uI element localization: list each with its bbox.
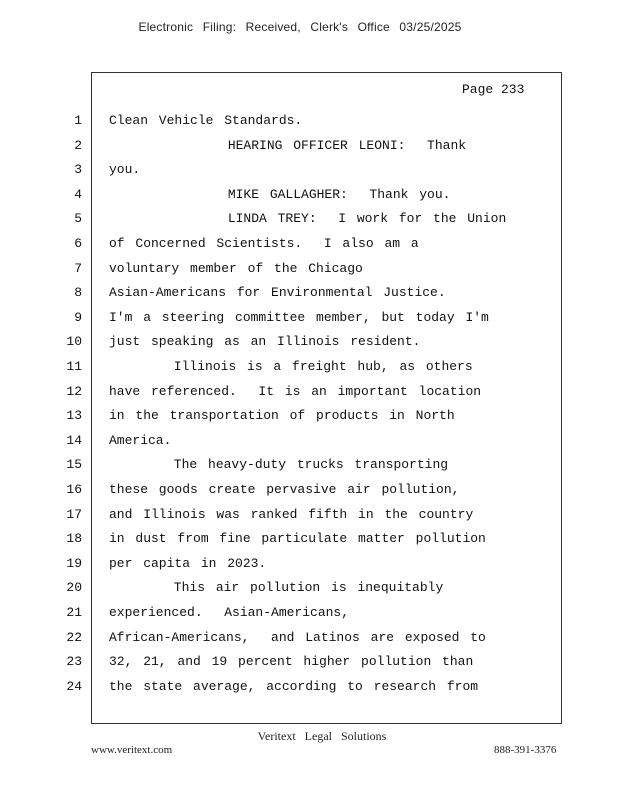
line-text: Clean Vehicle Standards.: [109, 113, 303, 128]
line-number: 16: [66, 482, 82, 497]
transcript-line: [0, 482, 562, 506]
line-text: voluntary member of the Chicago: [109, 260, 363, 276]
line-text: LINDA TREY: I work for the Union: [109, 211, 507, 227]
transcript-line: [0, 531, 562, 555]
line-text: experienced. Asian-Americans,: [109, 605, 350, 620]
line-number: 23: [66, 654, 82, 670]
line-text: in dust from fine particulate matter pollution: [109, 531, 486, 547]
line-text: just speaking as an Illinois resident.: [109, 334, 421, 350]
transcript-line: [0, 408, 562, 432]
transcript-line: [0, 384, 562, 408]
transcript-line: [0, 433, 562, 457]
line-text: The heavy-duty trucks transporting: [109, 457, 449, 473]
line-number: 7: [74, 260, 82, 276]
line-number: 1: [74, 113, 82, 128]
transcript-line: [0, 138, 562, 162]
line-number: 12: [66, 383, 82, 399]
line-number: 9: [74, 309, 82, 325]
line-text: African-Americans, and Latinos are exposed to: [109, 629, 486, 645]
transcript-line: [0, 334, 562, 358]
line-number: 10: [66, 334, 82, 350]
line-number: 14: [66, 432, 82, 448]
line-number: 11: [66, 359, 82, 374]
line-number: 19: [66, 555, 82, 571]
line-number: 18: [66, 531, 82, 547]
line-text: and Illinois was ranked fifth in the country: [109, 506, 474, 522]
transcript-line: [0, 285, 562, 309]
line-number: 8: [74, 285, 82, 301]
line-text: MIKE GALLAGHER: Thank you.: [109, 186, 451, 202]
line-number: 13: [66, 408, 82, 424]
transcript-line: [0, 605, 562, 629]
transcript-line: [0, 236, 562, 260]
line-text: I'm a steering committee member, but today I'm: [109, 309, 489, 325]
line-text: This air pollution is inequitably: [109, 580, 444, 596]
transcript-line: [0, 580, 562, 604]
line-number: 2: [74, 137, 82, 153]
footer-phone: 888-391-3376: [494, 744, 557, 756]
transcript-line: [0, 211, 562, 235]
line-text: America.: [109, 432, 172, 448]
transcript-line: [0, 162, 562, 186]
transcript-line: [0, 679, 562, 703]
page-number: Page 233: [462, 82, 525, 97]
footer-company-name: Veritext Legal Solutions: [257, 729, 387, 743]
line-text: have referenced. It is an important location: [109, 383, 482, 399]
line-number: 3: [74, 162, 82, 178]
transcript-line: [0, 507, 562, 531]
transcript-line: [0, 310, 562, 334]
line-text: the state average, according to research from: [109, 678, 479, 694]
line-text: 32, 21, and 19 percent higher pollution than: [109, 654, 474, 670]
transcript-line: [0, 113, 562, 137]
line-text: per capita in 2023.: [109, 555, 267, 571]
line-number: 17: [66, 506, 82, 522]
filing-stamp: Electronic Filing: Received, Clerk's Office 03/25/2025: [138, 20, 462, 34]
transcript-line: [0, 556, 562, 580]
line-text: of Concerned Scientists. I also am a: [109, 236, 419, 251]
line-text: Asian-Americans for Environmental Justice.: [109, 285, 446, 301]
line-number: 6: [74, 236, 82, 251]
line-text: Illinois is a freight hub, as others: [109, 359, 473, 374]
line-number: 24: [66, 678, 82, 694]
transcript-line: [0, 359, 562, 383]
line-number: 21: [66, 605, 82, 620]
footer-website: www.veritext.com: [91, 744, 173, 756]
transcript-line: [0, 187, 562, 211]
transcript-line: [0, 630, 562, 654]
transcript-line: [0, 261, 562, 285]
line-number: 20: [66, 580, 82, 596]
line-number: 15: [66, 457, 82, 473]
line-text: HEARING OFFICER LEONI: Thank: [109, 137, 467, 153]
line-text: these goods create pervasive air pollution,: [109, 482, 460, 497]
transcript-line: [0, 457, 562, 481]
line-number: 4: [74, 186, 82, 202]
line-number: 5: [74, 211, 82, 227]
line-text: in the transportation of products in North: [109, 408, 455, 424]
line-number: 22: [66, 629, 82, 645]
line-text: you.: [109, 162, 141, 178]
transcript-line: [0, 654, 562, 678]
